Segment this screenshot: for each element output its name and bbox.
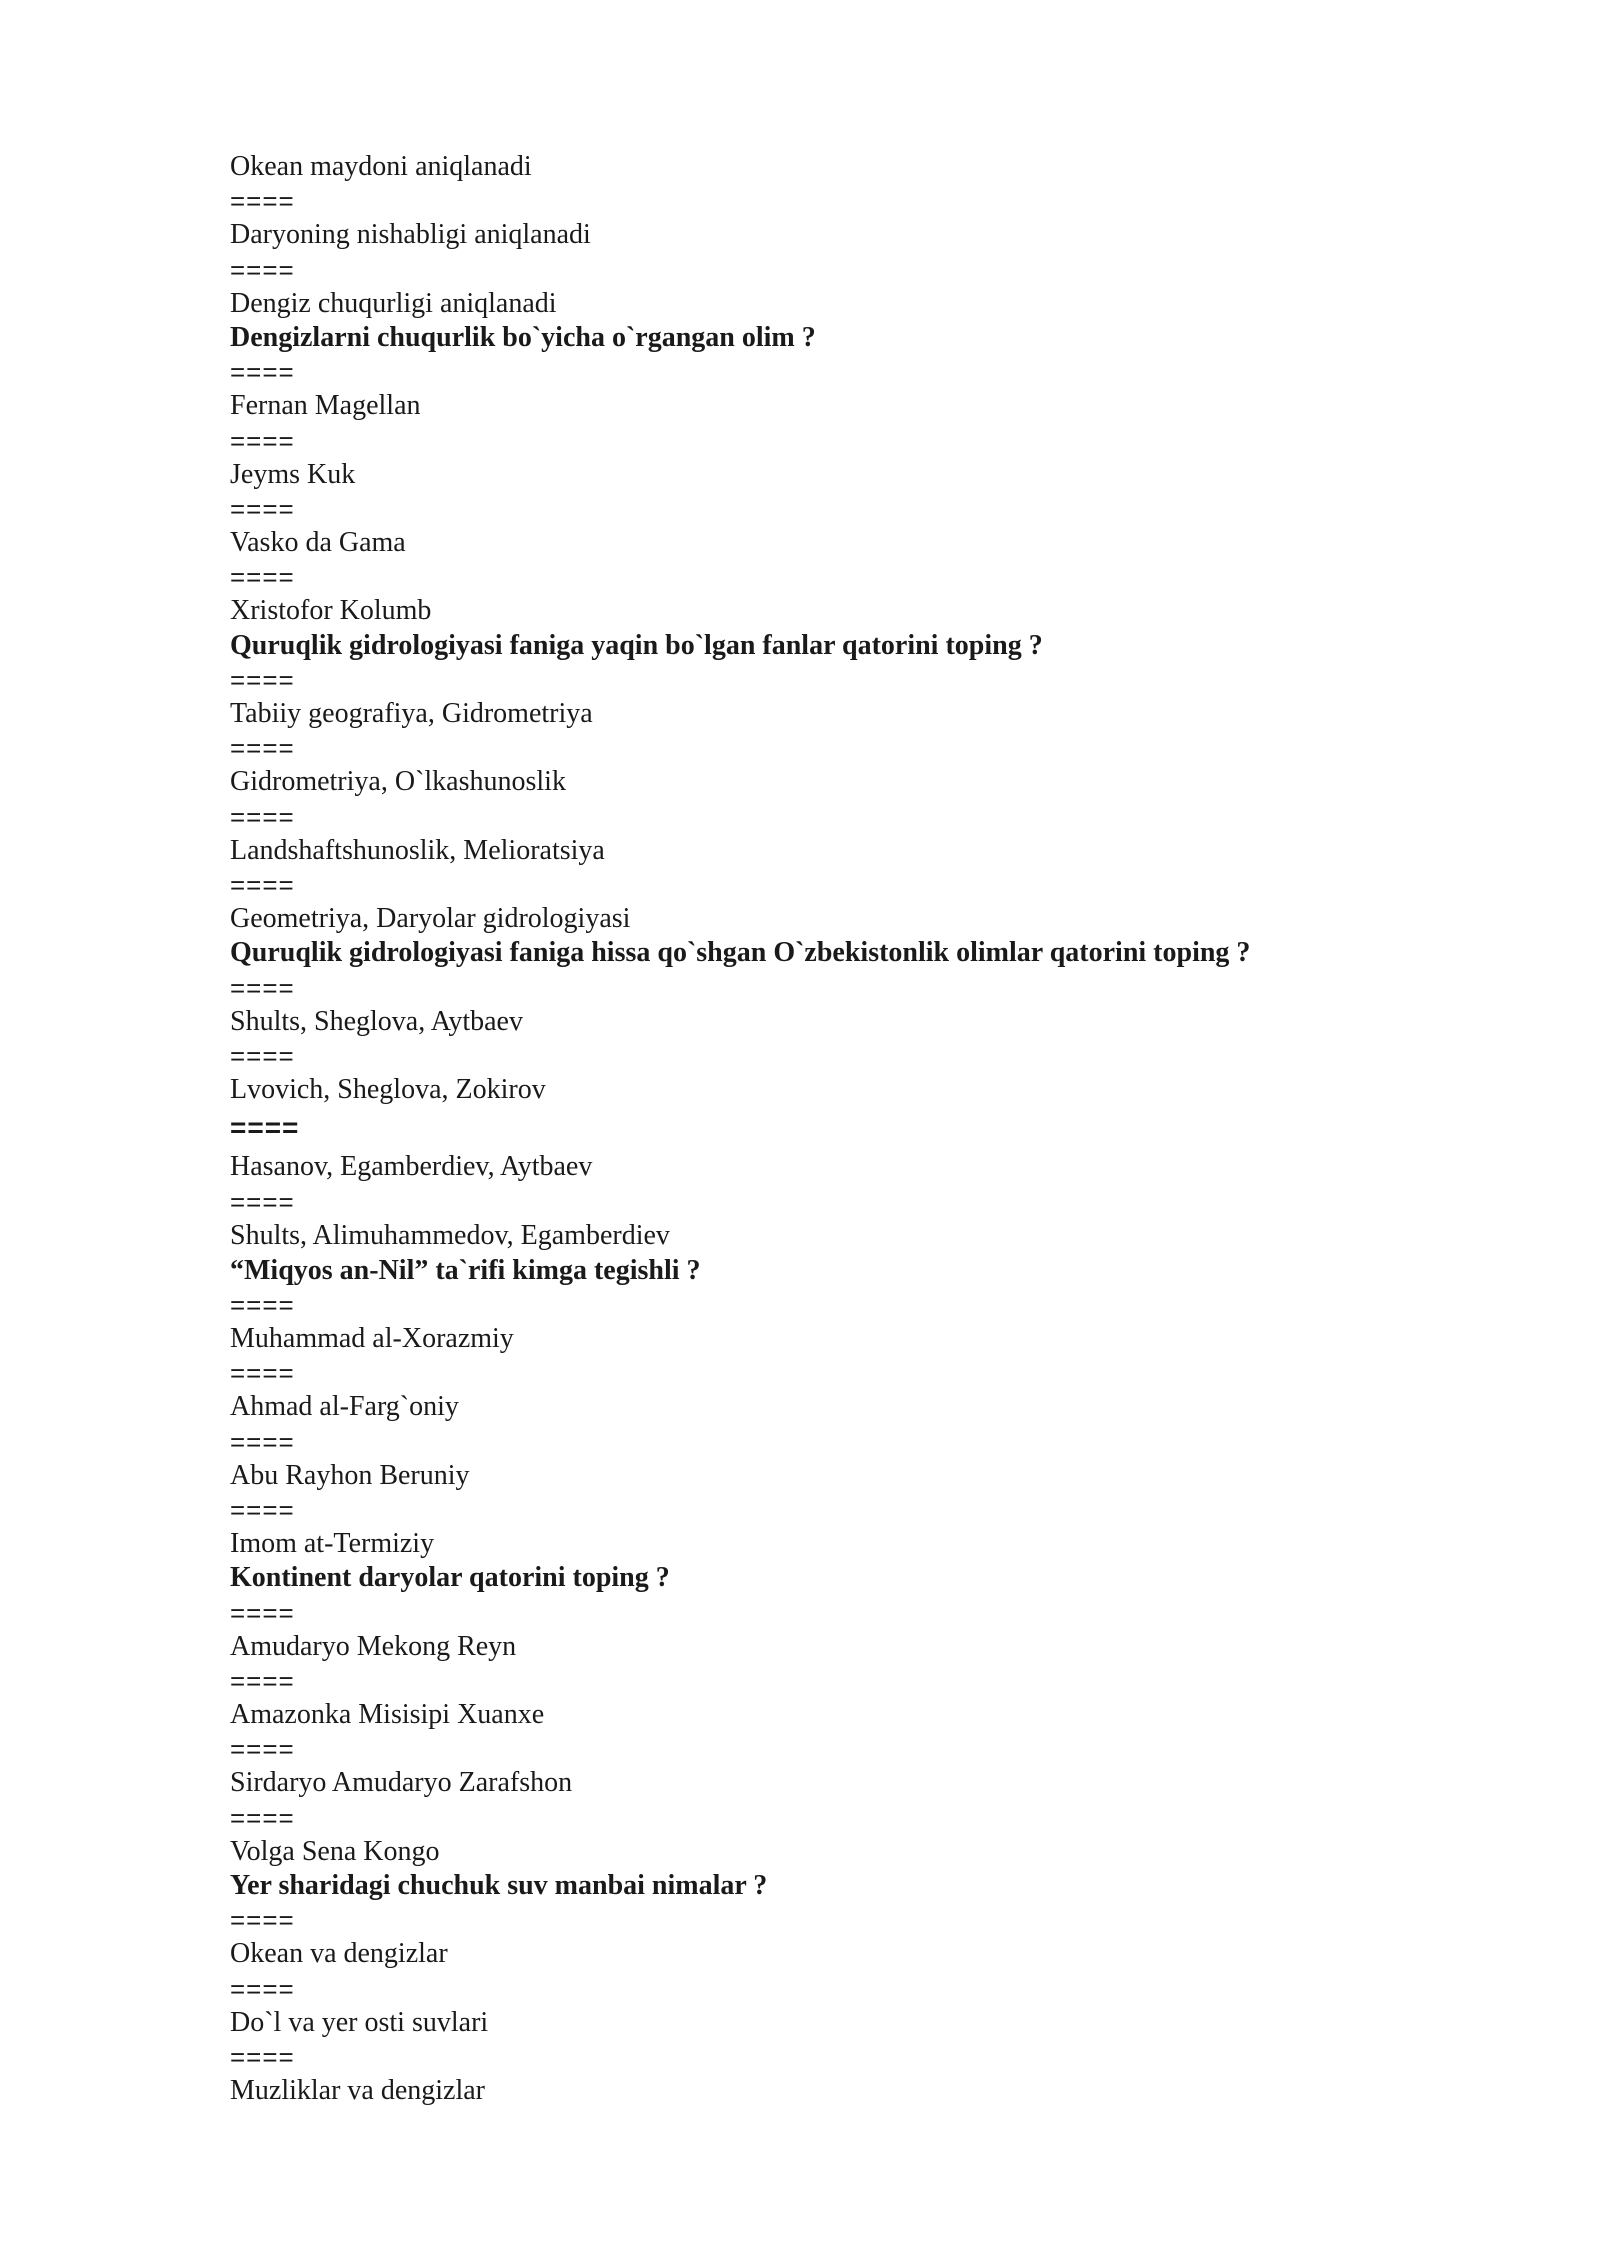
option-separator: ==== — [230, 801, 295, 832]
question-text: Yer sharidagi chuchuk suv manbai nimalar ? — [230, 1870, 768, 1901]
answer-option: Daryoning nishabligi aniqlanadi — [230, 219, 591, 251]
answer-option: Lvovich, Sheglova, Zokirov — [230, 1074, 546, 1106]
option-separator: ==== — [230, 1494, 295, 1525]
option-separator: ==== — [230, 357, 295, 388]
option-separator: ==== — [230, 1973, 295, 2004]
answer-option: Abu Rayhon Beruniy — [230, 1459, 470, 1491]
document-page — [230, 150, 1470, 2108]
answer-option: Gidrometriya, O`lkashunoslik — [230, 766, 566, 798]
answer-option: Volga Sena Kongo — [230, 1835, 440, 1867]
answer-option: Jeyms Kuk — [230, 458, 356, 490]
option-separator: ==== — [230, 1187, 295, 1218]
answer-option: Sirdaryo Amudaryo Zarafshon — [230, 1767, 573, 1799]
answer-option: Okean maydoni aniqlanadi — [230, 151, 532, 182]
option-separator: ==== — [230, 1802, 295, 1833]
answer-option: Shults, Alimuhammedov, Egamberdiev — [230, 1220, 670, 1252]
option-separator: ==== — [230, 254, 295, 285]
question-text: “Miqyos an-Nil” ta`rifi kimga tegishli ? — [230, 1254, 701, 1286]
question-text: Kontinent daryolar qatorini toping ? — [230, 1562, 670, 1594]
question-text: Quruqlik gidrologiyasi faniga yaqin bo`lgan fanlar qatorini toping ? — [230, 629, 1043, 661]
option-separator: ==== — [230, 733, 295, 764]
answer-option: Geometriya, Daryolar gidrologiyasi — [230, 903, 631, 935]
option-separator: ==== — [230, 186, 295, 217]
option-separator: ==== — [230, 1358, 295, 1389]
option-separator: ==== — [230, 1905, 295, 1936]
answer-option: Landshaftshunoslik, Melioratsiya — [230, 834, 605, 866]
option-separator: ==== — [230, 425, 295, 456]
answer-option: Okean va dengizlar — [230, 1938, 448, 1970]
question-text: Quruqlik gidrologiyasi faniga hissa qo`shgan O`zbekistonlik olimlar qatorini toping ? — [230, 937, 1251, 969]
answer-option: Muzliklar va dengizlar — [230, 2075, 486, 2107]
answer-option: Amazonka Misisipi Xuanxe — [230, 1699, 545, 1731]
answer-option: Do`l va yer osti suvlari — [230, 2006, 489, 2038]
question-text: Dengizlarni chuqurlik bo`yicha o`rgangan olim ? — [230, 321, 816, 353]
answer-option: Shults, Sheglova, Aytbaev — [230, 1005, 523, 1037]
option-separator: ==== — [230, 493, 295, 524]
option-separator: ==== — [230, 972, 295, 1003]
option-separator: ==== — [230, 1112, 300, 1144]
option-separator: ==== — [230, 1289, 295, 1320]
answer-option: Vasko da Gama — [230, 527, 406, 559]
option-separator: ==== — [230, 1734, 295, 1765]
answer-option: Amudaryo Mekong Reyn — [230, 1630, 517, 1662]
option-separator: ==== — [230, 1426, 295, 1457]
option-separator: ==== — [230, 2041, 295, 2072]
option-separator: ==== — [230, 1040, 295, 1071]
option-separator: ==== — [230, 869, 295, 900]
answer-option: Imom at-Termiziy — [230, 1528, 435, 1560]
answer-option: Hasanov, Egamberdiev, Aytbaev — [230, 1151, 593, 1183]
option-separator: ==== — [230, 562, 295, 593]
answer-option: Xristofor Kolumb — [230, 595, 432, 627]
answer-option: Ahmad al-Farg`oniy — [230, 1391, 459, 1423]
option-separator: ==== — [230, 1665, 295, 1696]
option-separator: ==== — [230, 664, 295, 695]
answer-option: Muhammad al-Xorazmiy — [230, 1323, 514, 1354]
answer-option: Tabiiy geografiya, Gidrometriya — [230, 698, 593, 729]
answer-option: Fernan Magellan — [230, 390, 421, 422]
answer-option: Dengiz chuqurligi aniqlanadi — [230, 287, 557, 319]
option-separator: ==== — [230, 1597, 295, 1628]
